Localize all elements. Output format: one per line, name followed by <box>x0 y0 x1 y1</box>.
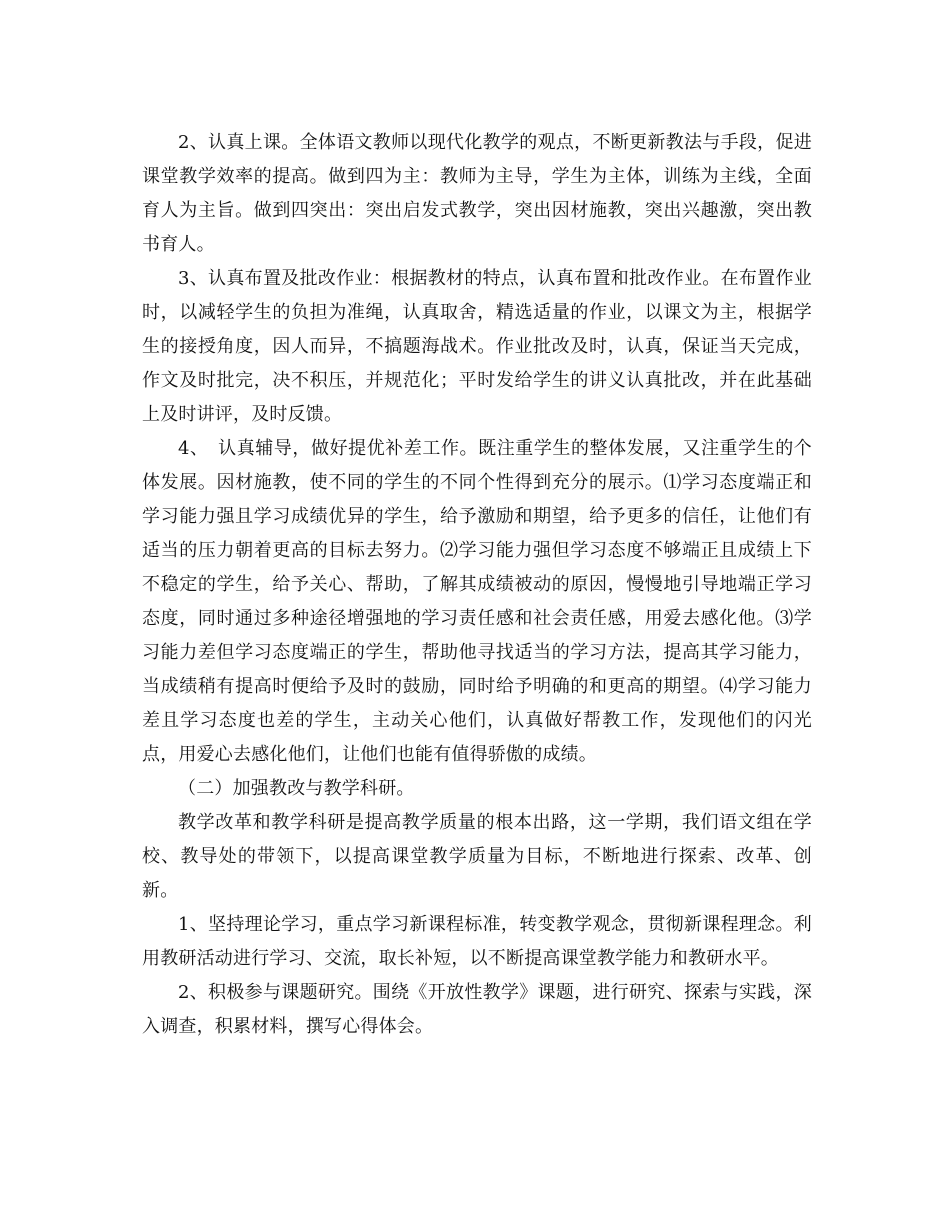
paragraph-theory-study: 1、坚持理论学习，重点学习新课程标准，转变教学观念，贯彻新课程理念。利用教研活动进行学习、交流，取长补短，以不断提高课堂教学能力和教研水平。 <box>142 914 812 969</box>
section-heading-teaching-research: （二）加强教改与教学科研。 <box>178 778 415 799</box>
paragraph-attend-class: 2、认真上课。全体语文教师以现代化教学的观点，不断更新教法与手段，促进课堂教学效率的提高。做到四为主：教师为主导，学生为主体，训练为主线，全面育人为主旨。做到四突出：突出启发式教学，突出因材施教，突出兴趣激，突出教书育人。 <box>142 132 812 255</box>
paragraph-research-project: 2、积极参与课题研究。围绕《开放性教学》课题，进行研究、探索与实践，深入调查，积累材料，撰写心得体会。 <box>142 982 812 1037</box>
document-body <box>142 126 812 1044</box>
paragraph-tutoring: 4、 认真辅导，做好提优补差工作。既注重学生的整体发展，又注重学生的个体发展。因材施教，使不同的学生的不同个性得到充分的展示。⑴学习态度端正和学习能力强且学习成绩优异的学生，给予激励和期望，给予更多的信任，让他们有适当的压力朝着更高的目标去努力。⑵学习能力强但学习态度不够端正且成绩上下不稳定的学生，给予关心、帮助，了解其成绩被动的原因，慢慢地引导地端正学习态度，同时通过多种途径增强地的学习责任感和社会责任感，用爱去感化他。⑶学习能力差但学习态度端正的学生，帮助他寻找适当的学习方法，提高其学习能力，当成绩稍有提高时便给予及时的鼓励，同时给予明确的和更高的期望。⑷学习能力差且学习态度也差的学生，主动关心他们，认真做好帮教工作，发现他们的闪光点，用爱心去感化他们，让他们也能有值得骄傲的成绩。 <box>142 438 812 765</box>
paragraph-homework: 3、认真布置及批改作业：根据教材的特点，认真布置和批改作业。在布置作业时，以减轻学生的负担为准绳，认真取舍，精选适量的作业，以课文为主，根据学生的接授角度，因人而异，不搞题海战术。作业批改及时，认真，保证当天完成，作文及时批完，决不积压，并规范化；平时发给学生的讲义认真批改，并在此基础上及时讲评，及时反馈。 <box>142 268 812 425</box>
paragraph-reform-intro: 教学改革和教学科研是提高教学质量的根本出路，这一学期，我们语文组在学校、教导处的带领下，以提高课堂教学质量为目标，不断地进行探索、改革、创新。 <box>142 812 812 901</box>
